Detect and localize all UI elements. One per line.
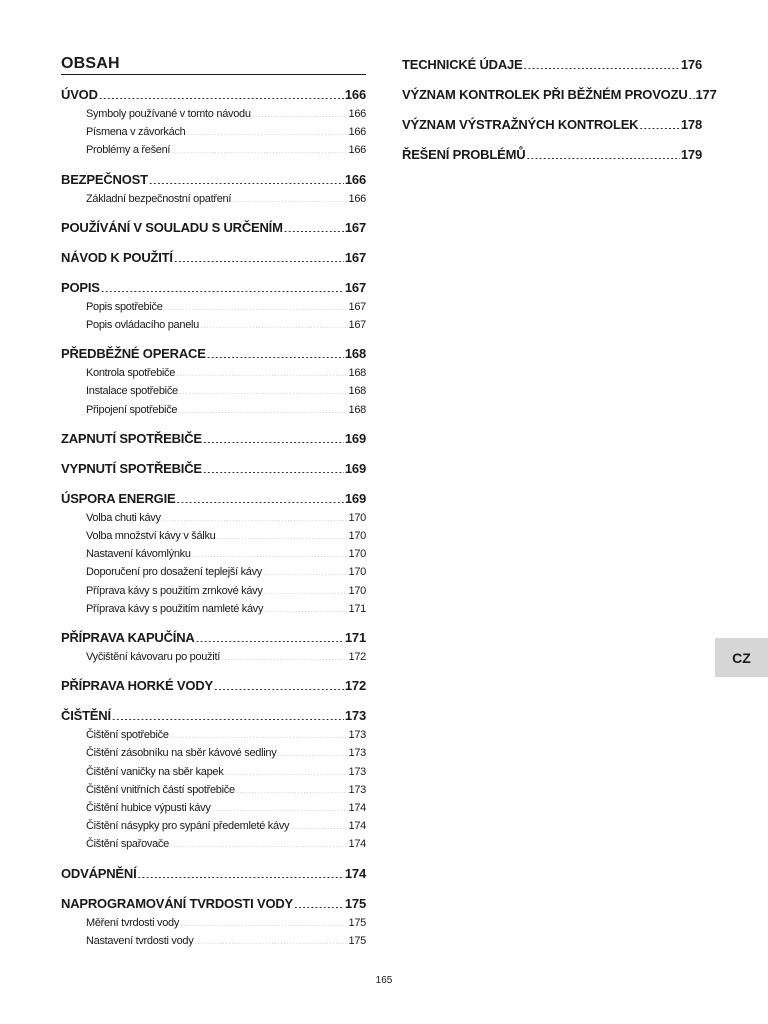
toc-entry-title: TECHNICKÉ ÚDAJE <box>402 57 523 72</box>
toc-dot-leader <box>290 818 347 829</box>
toc-sub-entry[interactable] <box>61 835 366 853</box>
toc-entry-page: 166 <box>344 171 366 187</box>
toc-dot-leader <box>101 279 344 292</box>
toc-section <box>61 489 366 618</box>
toc-main-entry[interactable] <box>61 344 366 364</box>
toc-main-entry[interactable] <box>402 85 717 105</box>
toc-section <box>61 344 366 419</box>
toc-sub-entry[interactable] <box>61 105 366 123</box>
page-number: 165 <box>375 975 393 986</box>
toc-sub-entry[interactable] <box>61 648 366 666</box>
toc-entry-page: 171 <box>344 630 366 646</box>
toc-entry-title: Nastavení tvrdosti vody <box>86 934 194 947</box>
toc-entry-page: 172 <box>344 678 366 694</box>
toc-entry-title: Čištění vaničky na sběr kapek <box>86 765 224 778</box>
toc-entry-title: Volba množství kávy v šálku <box>86 530 216 543</box>
toc-section <box>61 628 366 666</box>
toc-entry-title: PŘÍPRAVA HORKÉ VODY <box>61 678 213 694</box>
toc-sub-entry[interactable] <box>61 190 366 208</box>
toc-entry-title: Čištění spotřebiče <box>86 729 169 742</box>
toc-main-entry[interactable] <box>61 85 366 105</box>
toc-entry-title: Popis spotřebiče <box>86 300 163 313</box>
toc-entry-page: 166 <box>344 87 366 102</box>
toc-dot-leader <box>162 510 348 521</box>
toc-main-entry[interactable] <box>61 706 366 726</box>
toc-main-entry[interactable] <box>61 429 366 449</box>
toc-dot-leader <box>149 171 344 184</box>
toc-sub-entry[interactable] <box>61 527 366 545</box>
toc-entry-page: 174 <box>348 802 366 815</box>
toc-dot-leader <box>171 142 347 153</box>
toc-entry-title: Kontrola spotřebiče <box>86 367 176 380</box>
toc-entry-title: Připojení spotřebiče <box>86 403 178 416</box>
toc-entry-page: 166 <box>348 108 366 120</box>
toc-dot-leader <box>112 707 344 720</box>
toc-dot-leader <box>689 86 695 99</box>
toc-entry-title: Vyčištění kávovaru po použití <box>86 651 220 664</box>
toc-main-entry[interactable] <box>61 676 366 696</box>
toc-sub-entry[interactable] <box>61 545 366 563</box>
toc-dot-leader <box>164 299 348 310</box>
toc-dot-leader <box>214 677 344 690</box>
toc-main-entry[interactable] <box>61 628 366 648</box>
toc-right-sections <box>402 55 717 165</box>
toc-dot-leader <box>203 430 344 443</box>
toc-dot-leader <box>212 800 348 811</box>
toc-entry-title: NÁVOD K POUŽITÍ <box>61 249 173 265</box>
toc-entry-page: 172 <box>348 651 366 664</box>
toc-dot-leader <box>194 933 347 944</box>
toc-dot-leader <box>526 146 680 159</box>
toc-entry-page: 167 <box>348 319 366 332</box>
toc-dot-leader <box>524 56 680 69</box>
toc-entry-page: 167 <box>344 219 366 235</box>
toc-entry-page: 168 <box>344 346 366 362</box>
toc-entry-page: 173 <box>348 729 366 742</box>
toc-entry-page: 170 <box>348 530 366 543</box>
toc-entry-page: 167 <box>344 249 366 265</box>
toc-entry-page: 170 <box>348 511 366 524</box>
language-tab-label: CZ <box>732 649 751 666</box>
toc-entry-page: 175 <box>344 895 366 911</box>
toc-dot-leader <box>138 865 344 878</box>
toc-entry-page: 166 <box>348 192 366 205</box>
toc-entry-page: 174 <box>348 820 366 833</box>
toc-dot-leader <box>263 564 348 575</box>
toc-dot-leader <box>252 106 348 117</box>
toc-dot-leader <box>200 317 348 328</box>
toc-entry-page: 166 <box>348 144 366 157</box>
toc-dot-leader <box>224 764 347 775</box>
toc-sub-entry[interactable] <box>61 141 366 159</box>
toc-entry-title: Čištění zásobníku na sběr kávové sedliny <box>86 747 277 760</box>
toc-section <box>61 459 366 479</box>
toc-entry-title: Čištění hubice výpusti kávy <box>86 802 211 815</box>
toc-main-entry[interactable] <box>61 489 366 509</box>
toc-heading <box>61 54 366 75</box>
toc-section <box>61 864 366 884</box>
toc-entry-title: Popis ovládacího panelu <box>86 319 199 332</box>
toc-dot-leader <box>216 528 347 539</box>
toc-main-entry[interactable] <box>61 170 366 190</box>
toc-heading-text: OBSAH <box>61 55 120 72</box>
toc-entry-page: 173 <box>348 783 366 796</box>
toc-entry-title: Měření tvrdosti vody <box>86 916 180 929</box>
toc-entry-page: 175 <box>348 916 366 929</box>
toc-sub-entry[interactable] <box>61 509 366 527</box>
toc-right-column <box>402 55 717 175</box>
toc-entry-page: 174 <box>344 865 366 881</box>
toc-sub-entry[interactable] <box>61 563 366 581</box>
toc-sub-entry[interactable] <box>61 799 366 817</box>
toc-entry-page: 171 <box>348 602 366 615</box>
toc-main-entry[interactable] <box>61 459 366 479</box>
toc-dot-leader <box>176 490 343 503</box>
toc-sub-entry[interactable] <box>61 763 366 781</box>
toc-entry-title: Čištění spařovače <box>86 838 169 851</box>
toc-entry-page: 166 <box>348 126 366 139</box>
toc-dot-leader <box>178 402 347 413</box>
toc-sub-entry[interactable] <box>61 914 366 932</box>
toc-dot-leader <box>207 345 344 358</box>
toc-entry-title: Volba chuti kávy <box>86 511 161 524</box>
toc-dot-leader <box>186 124 347 135</box>
toc-entry-page: 173 <box>348 765 366 778</box>
toc-entry-page: 170 <box>348 548 366 561</box>
toc-dot-leader <box>99 86 344 99</box>
toc-entry-page: 167 <box>348 300 366 313</box>
toc-entry-page: 168 <box>348 367 366 380</box>
toc-entry-title: POUŽÍVÁNÍ V SOULADU S URČENÍM <box>61 219 283 235</box>
toc-dot-leader <box>264 583 348 594</box>
toc-section <box>61 676 366 696</box>
toc-section <box>61 429 366 449</box>
toc-entry-page: 170 <box>348 584 366 597</box>
toc-entry-page: 177 <box>695 87 717 102</box>
toc-dot-leader <box>176 365 347 376</box>
toc-section <box>61 248 366 268</box>
toc-entry-page: 169 <box>344 430 366 446</box>
toc-entry-title: ŘEŠENÍ PROBLÉMŮ <box>402 147 526 162</box>
toc-sub-entry[interactable] <box>61 382 366 400</box>
toc-dot-leader <box>180 915 348 926</box>
toc-sub-entry[interactable] <box>61 726 366 744</box>
toc-entry-title: Čištění vnitřních částí spotřebiče <box>86 783 235 796</box>
toc-entry-title: POPIS <box>61 279 100 295</box>
toc-dot-leader <box>179 383 348 394</box>
toc-sub-entry[interactable] <box>61 401 366 419</box>
toc-sub-entry[interactable] <box>61 932 366 950</box>
toc-entry-title: BEZPEČNOST <box>61 171 148 187</box>
toc-entry-title: ODVÁPNĚNÍ <box>61 865 137 881</box>
toc-entry-page: 169 <box>344 460 366 476</box>
toc-entry-title: NAPROGRAMOVÁNÍ TVRDOSTI VODY <box>61 895 294 911</box>
toc-dot-leader <box>294 895 344 908</box>
toc-section <box>61 170 366 208</box>
toc-dot-leader <box>264 601 347 612</box>
toc-entry-title: ÚVOD <box>61 87 98 102</box>
toc-entry-page: 167 <box>344 279 366 295</box>
toc-entry-title: ZAPNUTÍ SPOTŘEBIČE <box>61 430 202 446</box>
toc-sub-entry[interactable] <box>61 744 366 762</box>
toc-entry-page: 174 <box>348 838 366 851</box>
toc-sub-entry[interactable] <box>61 123 366 141</box>
toc-entry-title: Symboly používané v tomto návodu <box>86 108 251 120</box>
toc-main-entry[interactable] <box>402 145 702 165</box>
toc-entry-page: 173 <box>344 708 366 724</box>
toc-sub-entry[interactable] <box>61 582 366 600</box>
toc-sub-entry[interactable] <box>61 817 366 835</box>
toc-entry-title: Příprava kávy s použitím zrnkové kávy <box>86 584 263 597</box>
toc-entry-title: Příprava kávy s použitím namleté kávy <box>86 602 264 615</box>
toc-dot-leader <box>277 745 347 756</box>
toc-entry-title: Písmena v závorkách <box>86 126 186 139</box>
toc-sub-entry[interactable] <box>61 316 366 334</box>
toc-left-sections <box>61 85 366 950</box>
language-tab <box>715 638 768 677</box>
toc-entry-title: ČIŠTĚNÍ <box>61 708 111 724</box>
toc-main-entry[interactable] <box>61 278 366 298</box>
toc-section <box>61 894 366 950</box>
toc-dot-leader <box>232 191 347 202</box>
toc-section <box>61 278 366 334</box>
toc-entry-page: 178 <box>680 117 702 132</box>
toc-dot-leader <box>174 249 344 262</box>
toc-main-entry[interactable] <box>61 864 366 884</box>
toc-entry-page: 169 <box>344 490 366 506</box>
toc-main-entry[interactable] <box>402 115 702 135</box>
toc-entry-page: 175 <box>348 934 366 947</box>
toc-main-entry[interactable] <box>402 55 702 75</box>
toc-entry-title: VÝZNAM KONTROLEK PŘI BĚŽNÉM PROVOZU <box>402 87 688 102</box>
toc-entry-title: PŘÍPRAVA KAPUČÍNA <box>61 630 195 646</box>
toc-entry-title: Doporučení pro dosažení teplejší kávy <box>86 566 263 579</box>
toc-main-entry[interactable] <box>61 894 366 914</box>
toc-section <box>61 85 366 160</box>
toc-entry-page: 179 <box>680 147 702 162</box>
toc-entry-title: PŘEDBĚŽNÉ OPERACE <box>61 346 206 362</box>
toc-dot-leader <box>221 649 348 660</box>
toc-entry-page: 176 <box>680 57 702 72</box>
toc-dot-leader <box>203 460 344 473</box>
toc-dot-leader <box>170 727 348 738</box>
toc-sub-entry[interactable] <box>61 364 366 382</box>
toc-sub-entry[interactable] <box>61 600 366 618</box>
toc-entry-title: Instalace spotřebiče <box>86 385 178 398</box>
toc-left-column <box>61 54 366 960</box>
toc-dot-leader <box>170 836 348 847</box>
toc-section <box>61 218 366 238</box>
toc-sub-entry[interactable] <box>61 298 366 316</box>
toc-dot-leader <box>236 782 348 793</box>
toc-entry-page: 170 <box>348 566 366 579</box>
toc-entry-page: 168 <box>348 403 366 416</box>
toc-dot-leader <box>284 219 344 232</box>
toc-entry-title: Nastavení kávomlýnku <box>86 548 191 561</box>
toc-entry-page: 168 <box>348 385 366 398</box>
toc-dot-leader <box>192 546 348 557</box>
toc-entry-title: VÝZNAM VÝSTRAŽNÝCH KONTROLEK <box>402 117 639 132</box>
toc-section <box>61 706 366 853</box>
toc-entry-title: VYPNUTÍ SPOTŘEBIČE <box>61 460 202 476</box>
toc-entry-title: Čištění násypky pro sypání předemleté kávy <box>86 820 290 833</box>
toc-dot-leader <box>639 116 680 129</box>
toc-main-entry[interactable] <box>61 218 366 238</box>
toc-entry-title: Základní bezpečnostní opatření <box>86 192 232 205</box>
toc-entry-title: ÚSPORA ENERGIE <box>61 490 176 506</box>
toc-dot-leader <box>196 629 344 642</box>
toc-entry-page: 173 <box>348 747 366 760</box>
toc-sub-entry[interactable] <box>61 781 366 799</box>
toc-entry-title: Problémy a řešení <box>86 144 171 157</box>
toc-main-entry[interactable] <box>61 248 366 268</box>
